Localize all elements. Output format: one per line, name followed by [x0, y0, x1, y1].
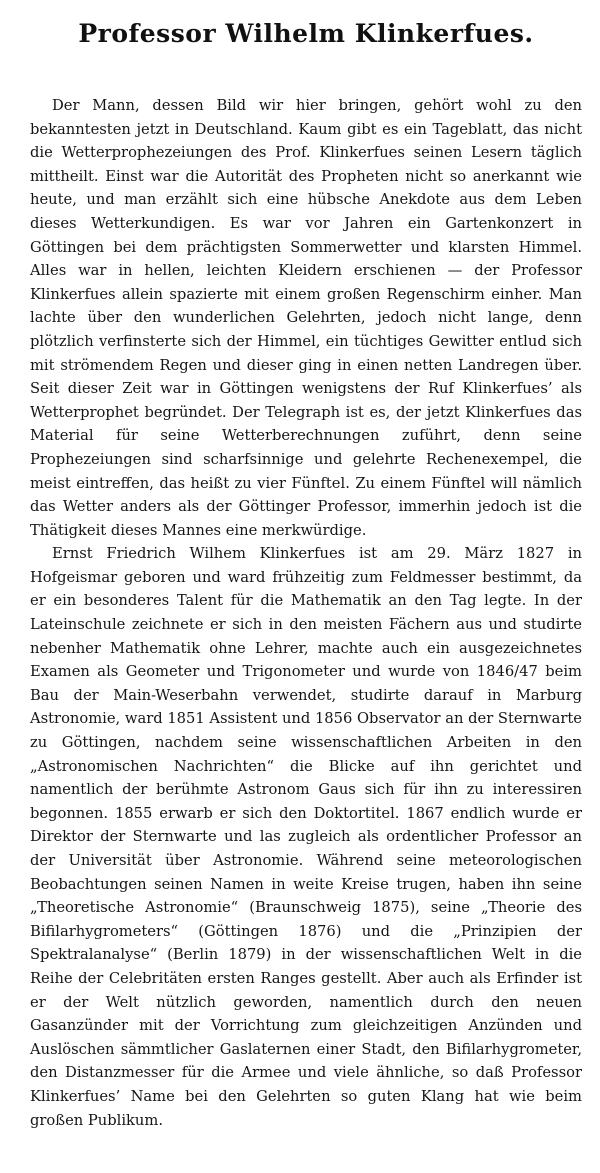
article-body — [30, 94, 582, 1132]
paragraph-2: Ernst Friedrich Wilhem Klinkerfues ist am 29. März 1827 in Hofgeismar geboren und ward frühzeitig zum Feldmesser bestimmt, da er ein besonderes Talent für die Mathematik an den Tag legte. In der Lateinschule zeichnete er sich in den meisten Fächern aus und studirte nebenher Mathematik ohne Lehrer, machte auch ein ausgezeichnetes Examen als Geometer und Trigonometer und wurde von 1846/47 beim Bau der Main-Weserbahn verwendet, studirte darauf in Marburg Astronomie, ward 1851 Assistent und 1856 Observator an der Sternwarte zu Göttingen, nachdem seine wissenschaftlichen Arbeiten in den „Astronomischen Nachrichten“ die Blicke auf ihn gerichtet und namentlich der berühmte Astronom Gaus sich für ihn zu interessiren begonnen. 1855 erwarb er sich den Doktortitel. 1867 endlich wurde er Direktor der Sternwarte und las zugleich als ordentlicher Professor an der Universität über Astronomie. Während seine meteorologischen Beobachtungen seinen Namen in weite Kreise trugen, haben ihn seine „Theoretische Astronomie“ (Braunschweig 1875), seine „Theorie des Bifilarhygrometers“ (Göttingen 1876) und die „Prinzipien der Spektralanalyse“ (Berlin 1879) in der wissenschaftlichen Welt in die Reihe der Celebritäten ersten Ranges gestellt. Aber auch als Erfinder ist er der Welt nützlich geworden, namentlich durch den neuen Gasanzünder mit der Vorrichtung zum gleichzeitigen Anzünden und Auslöschen sämmtlicher Gaslaternen einer Stadt, den Bifilarhygrometer, den Distanzmesser für die Armee und viele ähnliche, so daß Professor Klinkerfues’ Name bei den Gelehrten so guten Klang hat wie beim großen Publikum. — [30, 545, 582, 1129]
paragraph-1: Der Mann, dessen Bild wir hier bringen, gehört wohl zu den bekanntesten jetzt in Deutschland. Kaum gibt es ein Tageblatt, das nicht die Wetterprophezeiungen des Prof. Klinkerfues seinen Lesern täglich mittheilt. Einst war die Autorität des Propheten nicht so anerkannt wie heute, und man erzählt sich eine hübsche Anekdote aus dem Leben dieses Wetterkundigen. Es war vor Jahren ein Gartenkonzert in Göttingen bei dem prächtigsten Sommerwetter und klarsten Himmel. Alles war in hellen, leichten Kleidern erschienen — der Professor Klinkerfues allein spazierte mit einem großen Regenschirm einher. Man lachte über den wunderlichen Gelehrten, jedoch nicht lange, denn plötzlich verfinsterte sich der Himmel, ein tüchtiges Gewitter entlud sich mit strömendem Regen und dieser ging in einen netten Landregen über. Seit dieser Zeit war in Göttingen wenigstens der Ruf Klinkerfues’ als Wetterprophet begründet. Der Telegraph ist es, der jetzt Klinkerfues das Material für seine Wetterberechnungen zuführt, denn seine Prophezeiungen sind scharfsinnige und gelehrte Rechenexempel, die meist eintreffen, das heißt zu vier Fünftel. Zu einem Fünftel will nämlich das Wetter anders als der Göttinger Professor, immerhin jedoch ist die Thätigkeit dieses Mannes eine merkwürdige. — [30, 97, 582, 539]
article-title: Professor Wilhelm Klinkerfues. — [78, 19, 534, 48]
